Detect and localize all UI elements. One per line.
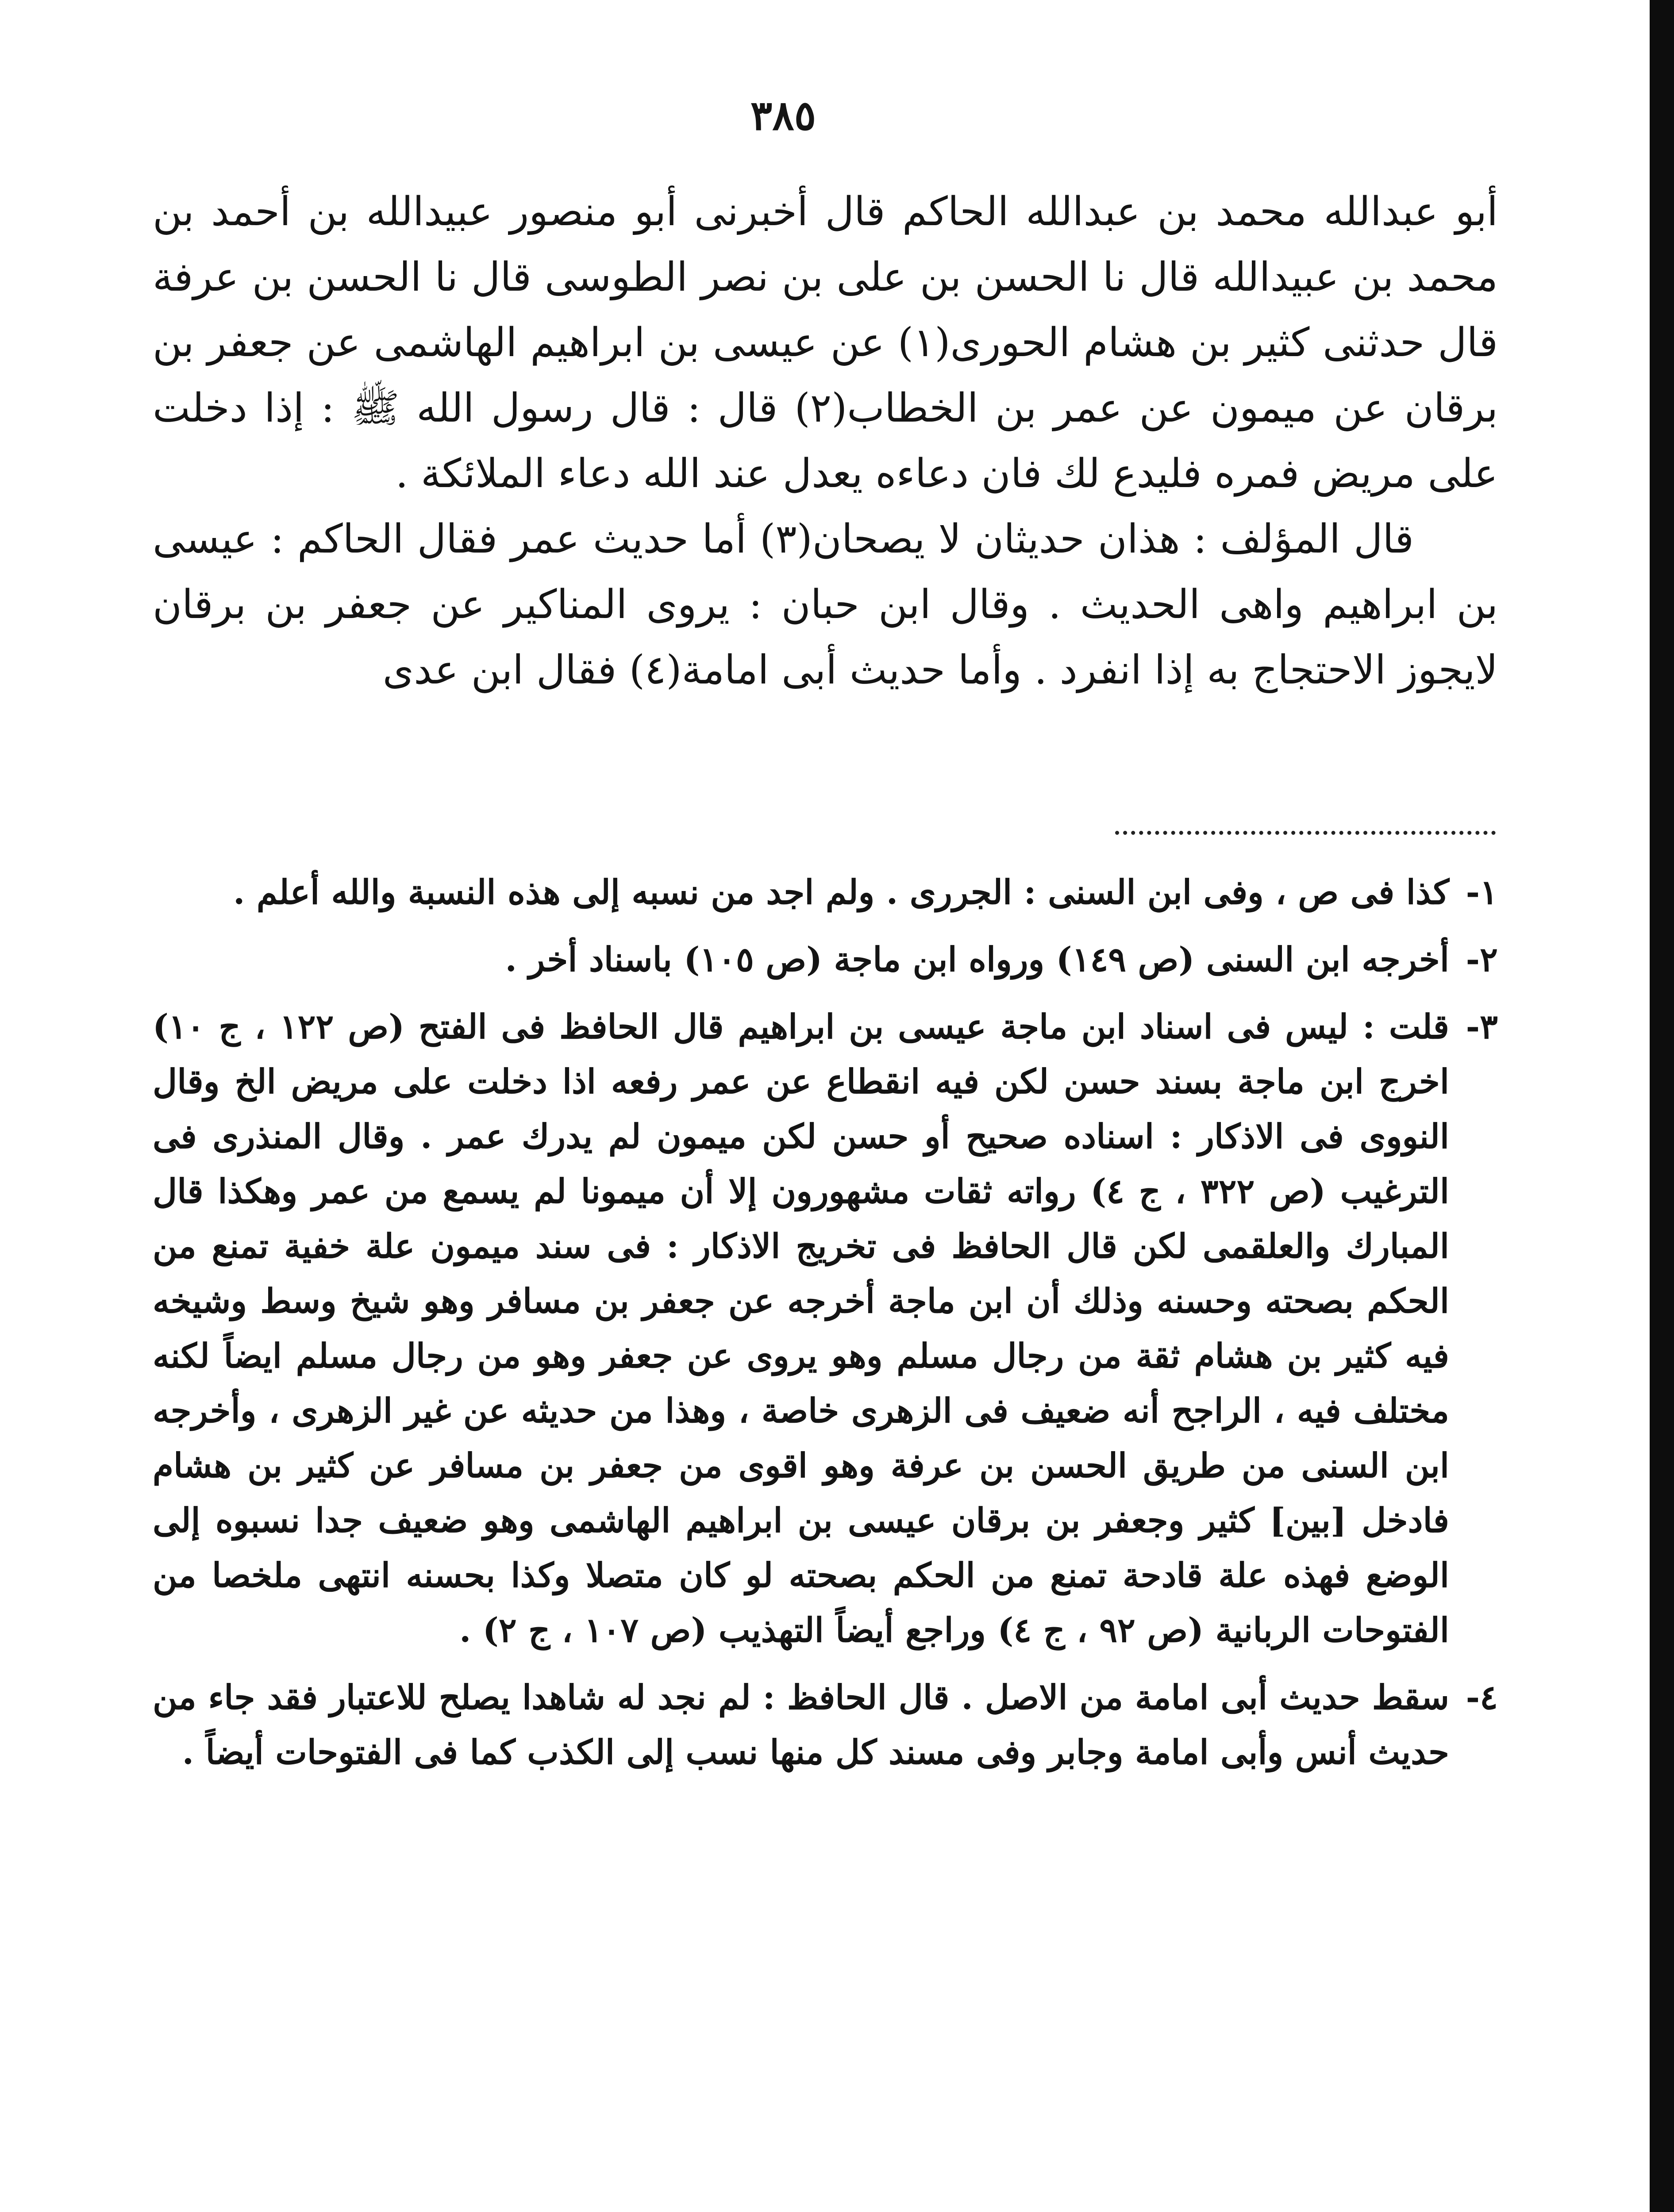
page-binding-edge [1650,0,1674,2212]
footnote-item [153,932,1498,987]
page-number: ٣٨٥ [750,92,816,139]
footnote-text: كذا فى ص ، وفى ابن السنى : الجررى . ولم اجد من نسبه إلى هذه النسبة والله أعلم . [233,872,1449,912]
footnote-item [153,1670,1498,1780]
footnote-separator [1115,831,1496,835]
footnote-number: ٢- [1466,940,1498,979]
body-paragraph: قال المؤلف : هذان حديثان لا يصحان(٣) أما حديث عمر فقال الحاكم : عيسى بن ابراهيم واهى الحديث . وقال ابن حبان : يروى المناكير عن جعفر بن برقان لايجوز الاحتجاج به إذا انفرد . وأما حديث أبى امامة(٤) فقال ابن عدى [153,516,1498,693]
footnote-text: سقط حديث أبى امامة من الاصل . قال الحافظ : لم نجد له شاهدا يصلح للاعتبار فقد جاء من حديث أنس وأبى امامة وجابر وفى مسند كل منها نسب إلى الكذب كما فى الفتوحات أيضاً . [153,1678,1449,1772]
footnote-text: أخرجه ابن السنى (ص ١٤٩) ورواه ابن ماجة (ص ١٠٥) باسناد أخر . [505,940,1449,979]
footnote-number: ٣- [1466,1007,1498,1046]
footnotes [153,865,1498,1792]
footnote-item [153,999,1498,1658]
main-text [153,179,1498,703]
footnote-number: ١- [1466,872,1498,912]
footnote-number: ٤- [1466,1678,1498,1717]
body-paragraph: أبو عبدالله محمد بن عبدالله الحاكم قال أخبرنى أبو منصور عبيدالله بن أحمد بن محمد بن عبيدالله قال نا الحسن بن على بن نصر الطوسى قال نا الحسن بن عرفة قال حدثنى كثير بن هشام الحورى(١) عن عيسى بن ابراهيم الهاشمى عن جعفر بن برقان عن ميمون عن عمر بن الخطاب(٢) قال : قال رسول الله ﷺ : إذا دخلت على مريض فمره فليدع لك فان دعاءه يعدل عند الله دعاء الملائكة . [153,188,1498,497]
footnote-item [153,865,1498,920]
footnote-text: قلت : ليس فى اسناد ابن ماجة عيسى بن ابراهيم قال الحافظ فى الفتح (ص ١٢٢ ، ج ١٠) اخرج ابن ماجة بسند حسن لكن فيه انقطاع عن عمر رفعه اذا دخلت على مريض الخ وقال النووى فى الاذكار : اسناده صحيح أو حسن لكن ميمون لم يدرك عمر . وقال المنذرى فى الترغيب (ص ٣٢٢ ، ج ٤) رواته ثقات مشهورون إلا أن ميمونا لم يسمع من عمر وهكذا قال المبارك والعلقمى لكن قال الحافظ فى تخريج الاذكار : فى سند ميمون علة خفية تمنع من الحكم بصحته وحسنه وذلك أن ابن ماجة أخرجه عن جعفر بن مسافر وهو شيخ وسط وشيخه فيه كثير بن هشام ثقة من رجال مسلم وهو يروى عن جعفر وهو من رجال مسلم ايضاً لكنه مختلف فيه ، الراجح أنه ضعيف فى الزهرى خاصة ، وهذا من حديثه عن غير الزهرى ، وأخرجه ابن السنى من طريق الحسن بن عرفة وهو اقوى من جعفر بن مسافر عن كثير بن هشام فادخل [بين] كثير وجعفر بن برقان عيسى بن ابراهيم الهاشمى وهو ضعيف جدا نسبوه إلى الوضع فهذه علة قادحة تمنع من الحكم بصحته لو كان متصلا وكذا بحسنه انتهى ملخصا من الفتوحات الربانية (ص ٩٢ ، ج ٤) وراجع أيضاً التهذيب (ص ١٠٧ ، ج ٢) . [153,1007,1450,1650]
